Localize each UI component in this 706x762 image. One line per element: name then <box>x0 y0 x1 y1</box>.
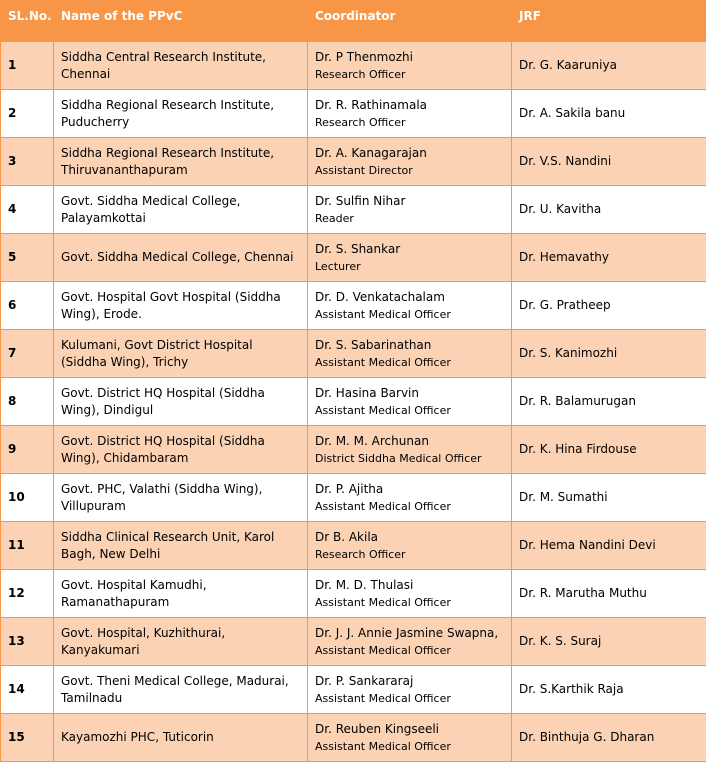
table-row <box>1 90 706 138</box>
coordinator-name: Dr. Sulfin Nihar <box>315 193 503 210</box>
coordinator-cell <box>308 282 512 330</box>
coordinator-cell <box>308 90 512 138</box>
ppvc-name-cell: Siddha Central Research Institute, Chennai <box>54 42 308 90</box>
coordinator-role: Assistant Medical Officer <box>315 738 503 755</box>
jrf-cell: Dr. S.Karthik Raja <box>512 666 706 714</box>
header-row <box>1 1 706 42</box>
coordinator-role: Assistant Medical Officer <box>315 354 503 371</box>
ppvc-name-cell: Govt. Siddha Medical College, Chennai <box>54 234 308 282</box>
coordinator-role: Research Officer <box>315 66 503 83</box>
table-row <box>1 618 706 666</box>
header-ppvc-name: Name of the PPvC <box>54 1 308 42</box>
coordinator-role: District Siddha Medical Officer <box>315 450 503 467</box>
coordinator-cell <box>308 570 512 618</box>
coordinator-name: Dr. Reuben Kingseeli <box>315 721 503 738</box>
coordinator-role: Research Officer <box>315 114 503 131</box>
sl-no-cell: 7 <box>1 330 54 378</box>
ppvc-name-cell: Govt. Hospital Kamudhi, Ramanathapuram <box>54 570 308 618</box>
sl-no-cell: 12 <box>1 570 54 618</box>
jrf-cell: Dr. G. Kaaruniya <box>512 42 706 90</box>
sl-no-cell: 10 <box>1 474 54 522</box>
table-row <box>1 186 706 234</box>
coordinator-role: Reader <box>315 210 503 227</box>
sl-no-cell: 6 <box>1 282 54 330</box>
coordinator-role: Assistant Medical Officer <box>315 642 503 659</box>
ppvc-name-cell: Govt. PHC, Valathi (Siddha Wing), Villupuram <box>54 474 308 522</box>
coordinator-role: Lecturer <box>315 258 503 275</box>
coordinator-name: Dr. D. Venkatachalam <box>315 289 503 306</box>
jrf-cell: Dr. R. Balamurugan <box>512 378 706 426</box>
table-row <box>1 522 706 570</box>
ppvc-name-cell: Govt. Siddha Medical College, Palayamkottai <box>54 186 308 234</box>
jrf-cell: Dr. U. Kavitha <box>512 186 706 234</box>
coordinator-name: Dr. P. Ajitha <box>315 481 503 498</box>
sl-no-cell: 13 <box>1 618 54 666</box>
coordinator-cell <box>308 378 512 426</box>
sl-no-cell: 3 <box>1 138 54 186</box>
jrf-cell: Dr. S. Kanimozhi <box>512 330 706 378</box>
sl-no-cell: 9 <box>1 426 54 474</box>
jrf-cell: Dr. Hema Nandini Devi <box>512 522 706 570</box>
sl-no-cell: 11 <box>1 522 54 570</box>
header-sl-no: SL.No. <box>1 1 54 42</box>
coordinator-role: Assistant Medical Officer <box>315 498 503 515</box>
coordinator-role: Research Officer <box>315 546 503 563</box>
ppvc-name-cell: Govt. District HQ Hospital (Siddha Wing), Chidambaram <box>54 426 308 474</box>
coordinator-name: Dr B. Akila <box>315 529 503 546</box>
coordinator-name: Dr. Hasina Barvin <box>315 385 503 402</box>
header-coordinator: Coordinator <box>308 1 512 42</box>
jrf-cell: Dr. A. Sakila banu <box>512 90 706 138</box>
ppvc-name-cell: Kayamozhi PHC, Tuticorin <box>54 714 308 762</box>
jrf-cell: Dr. G. Pratheep <box>512 282 706 330</box>
coordinator-cell <box>308 618 512 666</box>
sl-no-cell: 4 <box>1 186 54 234</box>
coordinator-name: Dr. P. Sankararaj <box>315 673 503 690</box>
sl-no-cell: 15 <box>1 714 54 762</box>
coordinator-name: Dr. P Thenmozhi <box>315 49 503 66</box>
coordinator-cell <box>308 714 512 762</box>
coordinator-cell <box>308 666 512 714</box>
coordinator-role: Assistant Medical Officer <box>315 402 503 419</box>
coordinator-cell <box>308 426 512 474</box>
sl-no-cell: 14 <box>1 666 54 714</box>
coordinator-name: Dr. M. D. Thulasi <box>315 577 503 594</box>
sl-no-cell: 2 <box>1 90 54 138</box>
ppvc-name-cell: Siddha Regional Research Institute, Thiruvananthapuram <box>54 138 308 186</box>
coordinator-role: Assistant Medical Officer <box>315 306 503 323</box>
table-row <box>1 234 706 282</box>
ppvc-name-cell: Govt. Hospital Govt Hospital (Siddha Wing), Erode. <box>54 282 308 330</box>
coordinator-name: Dr. S. Sabarinathan <box>315 337 503 354</box>
table-row <box>1 42 706 90</box>
header-jrf: JRF <box>512 1 706 42</box>
table-row <box>1 330 706 378</box>
ppvc-name-cell: Govt. Theni Medical College, Madurai, Tamilnadu <box>54 666 308 714</box>
coordinator-cell <box>308 138 512 186</box>
table-row <box>1 714 706 762</box>
coordinator-cell <box>308 474 512 522</box>
table-header <box>1 1 706 42</box>
coordinator-name: Dr. S. Shankar <box>315 241 503 258</box>
sl-no-cell: 1 <box>1 42 54 90</box>
jrf-cell: Dr. K. Hina Firdouse <box>512 426 706 474</box>
sl-no-cell: 8 <box>1 378 54 426</box>
ppvc-name-cell: Kulumani, Govt District Hospital (Siddha Wing), Trichy <box>54 330 308 378</box>
coordinator-cell <box>308 186 512 234</box>
table-row <box>1 378 706 426</box>
table-row <box>1 474 706 522</box>
coordinator-role: Assistant Medical Officer <box>315 594 503 611</box>
coordinator-cell <box>308 330 512 378</box>
coordinator-name: Dr. J. J. Annie Jasmine Swapna, <box>315 625 503 642</box>
coordinator-name: Dr. M. M. Archunan <box>315 433 503 450</box>
jrf-cell: Dr. Hemavathy <box>512 234 706 282</box>
coordinator-cell <box>308 522 512 570</box>
coordinator-cell <box>308 234 512 282</box>
coordinator-cell <box>308 42 512 90</box>
jrf-cell: Dr. K. S. Suraj <box>512 618 706 666</box>
table-row <box>1 138 706 186</box>
table-row <box>1 426 706 474</box>
table-row <box>1 282 706 330</box>
ppvc-name-cell: Siddha Clinical Research Unit, Karol Bagh, New Delhi <box>54 522 308 570</box>
coordinator-name: Dr. R. Rathinamala <box>315 97 503 114</box>
ppvc-name-cell: Siddha Regional Research Institute, Puducherry <box>54 90 308 138</box>
jrf-cell: Dr. M. Sumathi <box>512 474 706 522</box>
coordinator-name: Dr. A. Kanagarajan <box>315 145 503 162</box>
jrf-cell: Dr. R. Marutha Muthu <box>512 570 706 618</box>
table-row <box>1 666 706 714</box>
ppvc-name-cell: Govt. District HQ Hospital (Siddha Wing), Dindigul <box>54 378 308 426</box>
jrf-cell: Dr. V.S. Nandini <box>512 138 706 186</box>
table-row <box>1 570 706 618</box>
sl-no-cell: 5 <box>1 234 54 282</box>
jrf-cell: Dr. Binthuja G. Dharan <box>512 714 706 762</box>
table-body <box>1 42 706 762</box>
coordinator-role: Assistant Director <box>315 162 503 179</box>
ppvc-name-cell: Govt. Hospital, Kuzhithurai, Kanyakumari <box>54 618 308 666</box>
coordinator-role: Assistant Medical Officer <box>315 690 503 707</box>
